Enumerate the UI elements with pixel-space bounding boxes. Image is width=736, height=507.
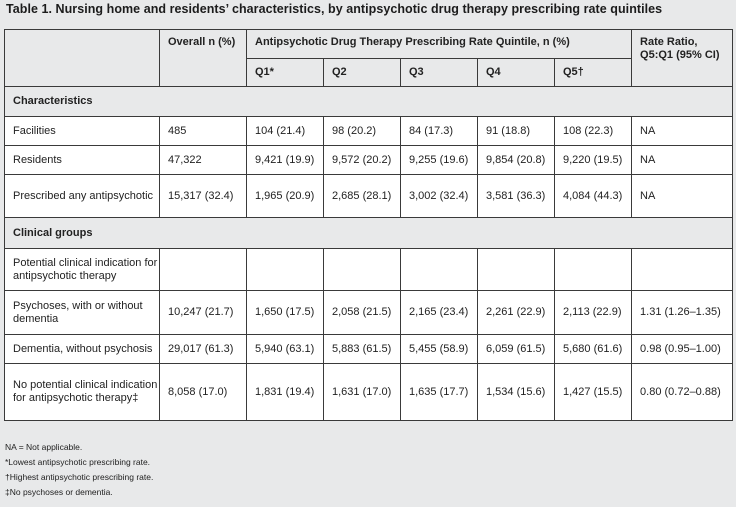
characteristics-table <box>4 29 733 421</box>
row-label: Potential clinical indication for antipsychotic therapy <box>5 249 160 291</box>
cell-q5: 1,427 (15.5) <box>555 364 632 421</box>
cell-overall: 485 <box>160 117 247 146</box>
cell-q4: 1,534 (15.6) <box>478 364 555 421</box>
cell-overall: 47,322 <box>160 146 247 175</box>
cell-overall: 15,317 (32.4) <box>160 175 247 218</box>
cell-ratio: NA <box>632 117 733 146</box>
cell-q4: 91 (18.8) <box>478 117 555 146</box>
footnote: †Highest antipsychotic prescribing rate. <box>5 472 154 482</box>
cell-q2 <box>324 249 401 291</box>
cell-ratio <box>632 249 733 291</box>
table-title: Table 1. Nursing home and residents’ characteristics, by antipsychotic drug therapy prescribing rate quintiles <box>6 2 663 16</box>
section-row <box>5 87 733 117</box>
cell-q1: 5,940 (63.1) <box>247 335 324 364</box>
cell-overall: 10,247 (21.7) <box>160 291 247 335</box>
footnote: ‡No psychoses or dementia. <box>5 487 113 497</box>
cell-q5: 108 (22.3) <box>555 117 632 146</box>
cell-q3 <box>401 249 478 291</box>
header-row-1 <box>5 30 733 59</box>
table-row <box>5 291 733 335</box>
footnote: NA = Not applicable. <box>5 442 83 452</box>
row-label: Residents <box>5 146 160 175</box>
cell-overall: 8,058 (17.0) <box>160 364 247 421</box>
cell-q1: 1,650 (17.5) <box>247 291 324 335</box>
cell-q5: 9,220 (19.5) <box>555 146 632 175</box>
cell-q3: 9,255 (19.6) <box>401 146 478 175</box>
table-row <box>5 335 733 364</box>
section-characteristics: Characteristics <box>5 87 733 117</box>
section-row <box>5 218 733 249</box>
cell-q2: 98 (20.2) <box>324 117 401 146</box>
cell-ratio: 0.98 (0.95–1.00) <box>632 335 733 364</box>
cell-q2: 1,631 (17.0) <box>324 364 401 421</box>
table-row <box>5 117 733 146</box>
footnote: *Lowest antipsychotic prescribing rate. <box>5 457 151 467</box>
table-row <box>5 364 733 421</box>
table-footnotes <box>5 440 153 500</box>
row-label: No potential clinical indication for antipsychotic therapy‡ <box>5 364 160 421</box>
table-row <box>5 146 733 175</box>
cell-q4: 9,854 (20.8) <box>478 146 555 175</box>
header-q3: Q3 <box>401 59 478 87</box>
cell-ratio: NA <box>632 146 733 175</box>
cell-q5: 2,113 (22.9) <box>555 291 632 335</box>
cell-ratio: 0.80 (0.72–0.88) <box>632 364 733 421</box>
section-clinical-groups: Clinical groups <box>5 218 733 249</box>
cell-q2: 2,685 (28.1) <box>324 175 401 218</box>
cell-overall <box>160 249 247 291</box>
table-row <box>5 249 733 291</box>
cell-q4: 3,581 (36.3) <box>478 175 555 218</box>
cell-overall: 29,017 (61.3) <box>160 335 247 364</box>
cell-ratio: 1.31 (1.26–1.35) <box>632 291 733 335</box>
cell-q5: 5,680 (61.6) <box>555 335 632 364</box>
cell-q2: 5,883 (61.5) <box>324 335 401 364</box>
header-quintile-group: Antipsychotic Drug Therapy Prescribing Rate Quintile, n (%) <box>247 30 632 59</box>
header-overall: Overall n (%) <box>160 30 247 87</box>
cell-q3: 5,455 (58.9) <box>401 335 478 364</box>
header-q5: Q5† <box>555 59 632 87</box>
header-q4: Q4 <box>478 59 555 87</box>
cell-q1: 1,965 (20.9) <box>247 175 324 218</box>
cell-q4: 6,059 (61.5) <box>478 335 555 364</box>
row-label: Dementia, without psychosis <box>5 335 160 364</box>
cell-ratio: NA <box>632 175 733 218</box>
header-q2: Q2 <box>324 59 401 87</box>
header-blank <box>5 30 160 87</box>
header-rate-ratio: Rate Ratio, Q5:Q1 (95% CI) <box>632 30 733 87</box>
row-label: Facilities <box>5 117 160 146</box>
header-q1: Q1* <box>247 59 324 87</box>
cell-q5 <box>555 249 632 291</box>
cell-q3: 3,002 (32.4) <box>401 175 478 218</box>
cell-q1 <box>247 249 324 291</box>
row-label: Psychoses, with or without dementia <box>5 291 160 335</box>
cell-q3: 2,165 (23.4) <box>401 291 478 335</box>
cell-q1: 1,831 (19.4) <box>247 364 324 421</box>
row-label: Prescribed any antipsychotic <box>5 175 160 218</box>
cell-q1: 9,421 (19.9) <box>247 146 324 175</box>
cell-q2: 9,572 (20.2) <box>324 146 401 175</box>
cell-q4: 2,261 (22.9) <box>478 291 555 335</box>
cell-q5: 4,084 (44.3) <box>555 175 632 218</box>
cell-q2: 2,058 (21.5) <box>324 291 401 335</box>
cell-q3: 1,635 (17.7) <box>401 364 478 421</box>
cell-q4 <box>478 249 555 291</box>
table-row <box>5 175 733 218</box>
cell-q1: 104 (21.4) <box>247 117 324 146</box>
cell-q3: 84 (17.3) <box>401 117 478 146</box>
